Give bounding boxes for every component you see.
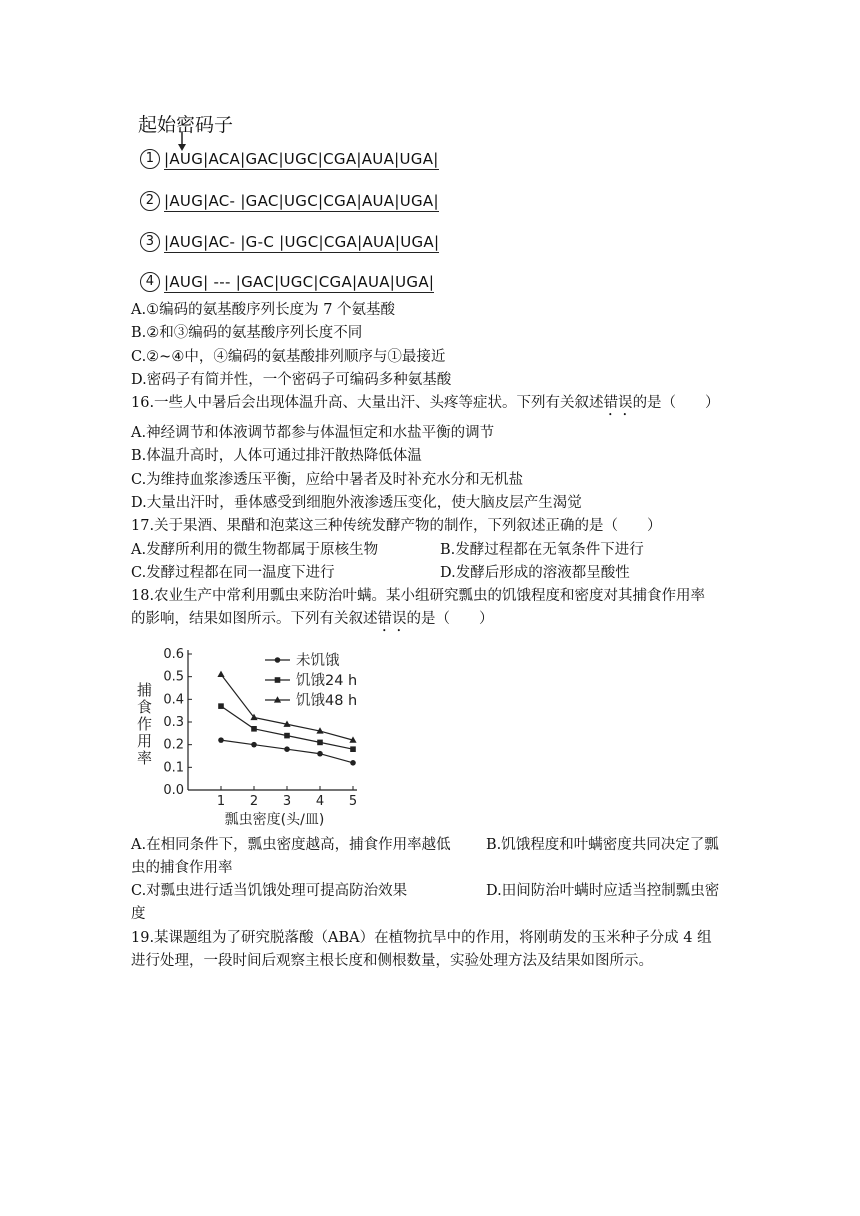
- q17-option-c: C.发酵过程都在同一温度下进行: [131, 565, 335, 581]
- q18-option-d-line1: D.田间防治叶螨时应适当控制瓢虫密: [486, 883, 720, 899]
- y-tick-label: 0.4: [163, 692, 184, 708]
- q16-option-c: C.为维持血浆渗透压平衡，应给中暑者及时补充水分和无机盐: [131, 472, 524, 488]
- q17-stem: 17.关于果酒、果醋和泡菜这三种传统发酵产物的制作，下列叙述正确的是（ ）: [131, 518, 662, 534]
- x-tick-label: 2: [249, 794, 259, 809]
- q18-stem-emphasis: 错误: [377, 611, 407, 627]
- series-1-point: [350, 760, 356, 766]
- series-2-point: [218, 703, 224, 709]
- q16-option-d: D.大量出汗时，垂体感受到细胞外液渗透压变化，使大脑皮层产生渴觉: [131, 495, 582, 511]
- series-2-point: [317, 740, 323, 746]
- codon-figure-title: 起始密码子: [138, 114, 234, 136]
- series-2-point: [251, 726, 257, 732]
- q18-stem-text: 的影响，结果如图所示。下列有关叙述: [131, 611, 378, 627]
- q16-stem-text: 16.一些人中暑后会出现体温升高、大量出汗、头疼等症状。下列有关叙述: [131, 395, 604, 411]
- series-3-point: [217, 671, 224, 677]
- codon-sequence: |AUG|ACA|GAC|UGC|CGA|AUA|UGA|: [164, 150, 439, 168]
- codon-row-2: [140, 191, 439, 211]
- q17-option-b: B.发酵过程都在无氧条件下进行: [440, 542, 644, 558]
- codon-sequence: |AUG|AC- |G-C |UGC|CGA|AUA|UGA|: [164, 233, 440, 251]
- x-axis-label: 瓢虫密度(头/皿): [224, 812, 325, 828]
- codon-row-1: [140, 149, 439, 169]
- y-tick-label: 0.1: [163, 760, 184, 776]
- row-number: 1: [140, 149, 160, 169]
- x-tick-label: 5: [348, 794, 358, 809]
- q18-option-b-line2: 虫的捕食作用率: [131, 860, 233, 876]
- q17-option-d: D.发酵后形成的溶液都呈酸性: [440, 565, 630, 581]
- q18-stem-line2: [131, 609, 494, 635]
- x-tick-label: 4: [315, 794, 325, 809]
- legend-label: 饥饿48 h: [296, 693, 358, 709]
- y-axis-label: 捕食作用率: [135, 682, 153, 767]
- series-1-point: [284, 746, 290, 752]
- q18-option-b-line1: B.饥饿程度和叶螨密度共同决定了瓢: [486, 837, 719, 853]
- q18-stem-end: 的是（ ）: [406, 611, 494, 627]
- series-2-point: [350, 746, 356, 752]
- q17-option-a: A.发酵所利用的微生物都属于原核生物: [131, 542, 379, 558]
- x-tick-label: 1: [216, 794, 226, 809]
- row-number: 3: [140, 232, 160, 252]
- codon-sequence: |AUG|AC- |GAC|UGC|CGA|AUA|UGA|: [164, 192, 439, 210]
- y-tick-label: 0.6: [163, 647, 184, 662]
- q15-option-d: D.密码子有简并性，一个密码子可编码多种氨基酸: [131, 372, 452, 388]
- y-tick-label: 0.0: [163, 783, 184, 798]
- q18-stem-line1: 18.农业生产中常利用瓢虫来防治叶螨。某小组研究瓢虫的饥饿程度和密度对其捕食作用率: [131, 588, 706, 604]
- q15-option-b: B.②和③编码的氨基酸序列长度不同: [131, 325, 363, 341]
- q19-stem-line1: 19.某课题组为了研究脱落酸（ABA）在植物抗旱中的作用，将刚萌发的玉米种子分成 4 组: [131, 930, 712, 946]
- q16-stem: [131, 393, 720, 419]
- q18-option-c: C.对瓢虫进行适当饥饿处理可提高防治效果: [131, 883, 408, 899]
- q16-option-b: B.体温升高时，人体可通过排汗散热降低体温: [131, 448, 422, 464]
- series-1-point: [251, 742, 257, 748]
- row-number: 4: [140, 272, 160, 292]
- codon-row-3: [140, 232, 439, 252]
- q19-stem-line2: 进行处理，一段时间后观察主根长度和侧根数量，实验处理方法及结果如图所示。: [131, 953, 653, 969]
- q16-stem-emphasis: 错误: [603, 395, 633, 411]
- legend-marker: [275, 677, 281, 683]
- legend-label: 未饥饿: [296, 653, 340, 669]
- codon-sequence: |AUG| --- |GAC|UGC|CGA|AUA|UGA|: [164, 273, 435, 291]
- q16-stem-end: 的是（ ）: [632, 395, 720, 411]
- legend-label: 饥饿24 h: [296, 673, 358, 689]
- y-tick-label: 0.2: [163, 737, 184, 753]
- y-tick-label: 0.5: [163, 669, 184, 685]
- predation-rate-chart: [130, 640, 380, 830]
- q15-option-a: A.①编码的氨基酸序列长度为 7 个氨基酸: [131, 302, 396, 318]
- codon-row-4: [140, 272, 434, 292]
- series-1-point: [218, 737, 224, 743]
- q15-option-c: C.②~④中，④编码的氨基酸排列顺序与①最接近: [131, 349, 446, 365]
- row-number: 2: [140, 191, 160, 211]
- series-1-point: [317, 751, 323, 757]
- legend-marker: [275, 657, 281, 663]
- x-tick-label: 3: [282, 794, 292, 809]
- q16-option-a: A.神经调节和体液调节都参与体温恒定和水盐平衡的调节: [131, 425, 495, 441]
- y-tick-label: 0.3: [163, 715, 184, 730]
- q18-option-a: A.在相同条件下，瓢虫密度越高，捕食作用率越低: [131, 837, 451, 853]
- q18-option-d-line2: 度: [131, 906, 146, 922]
- series-2-point: [284, 733, 290, 739]
